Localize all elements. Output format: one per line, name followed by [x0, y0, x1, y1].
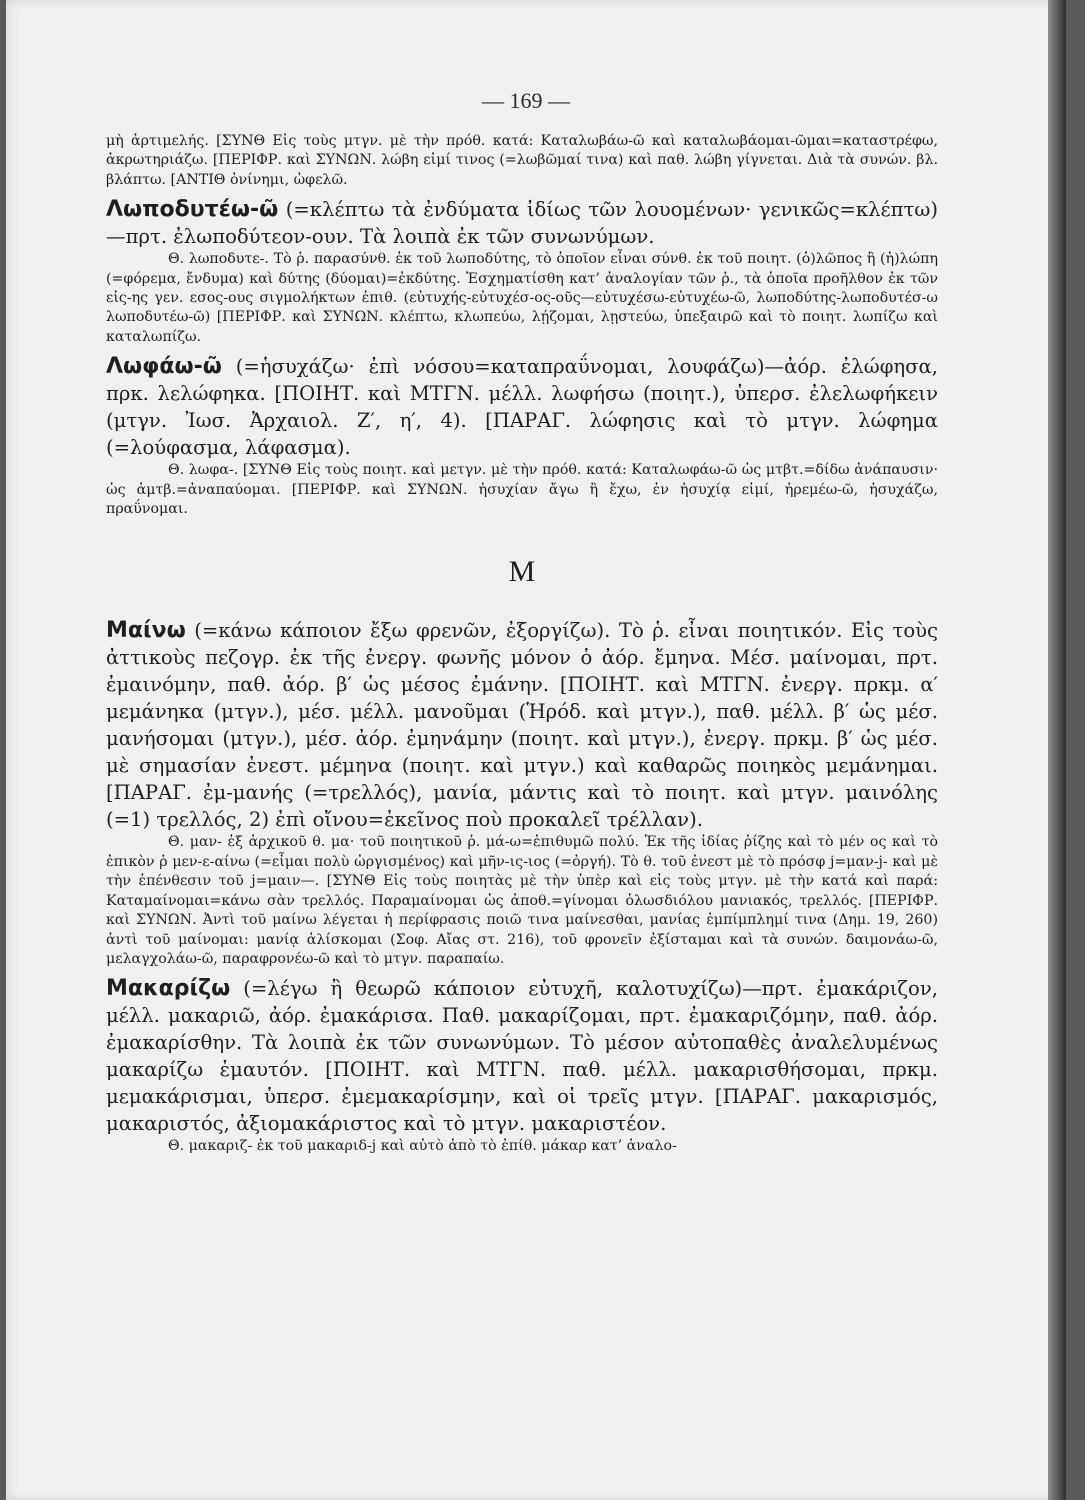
- entry-continuation: [106, 132, 938, 190]
- entry-headword: Μαίνω: [106, 618, 186, 644]
- dictionary-text: [106, 132, 938, 1157]
- entry-etymology: Θ. λωποδυτε-. Τὸ ῥ. παρασύνθ. ἐκ τοῦ λωποδύτης, τὸ ὁποῖον εἶναι σύνθ. ἐκ τοῦ ποιητ. (ὁ)λῶπος ἢ (ἡ)λώπη (=φόρεμα, ἔνδυμα) καὶ δύτης (δύομαι)=ἐκδύτης. Ἐσχηματίσθη κατ’ ἀναλογίαν τῶν ῥ., τὰ ὁποῖα προῆλθον ἐκ τῶν εἰς-ης γεν. εσος-ους σιγμολήκτων ἐπιθ. (εὐτυχής-εὐτυχέσ-ος-οῦς—εὐτυχέσω-εὐτυχέω-ῶ, λωποδύτης-λωποδυτέσ-ω λωποδυτέω-ῶ) [ΠΕΡΙΦΡ. καὶ ΣΥΝΩΝ. κλέπτω, κλωπεύω, λῄζομαι, λῃστεύω, ὑπεξαιρῶ καὶ τὸ ποιητ. λωπίζω καὶ καταλωπίζω.: [106, 251, 938, 345]
- entry-headword: Λωποδυτέω-ῶ: [106, 197, 279, 223]
- entry-etymology: Θ. λωφα-. [ΣΥΝΘ Εἰς τοὺς ποιητ. καὶ μετγν. μὲ τὴν πρόθ. κατά: Καταλωφάω-ῶ ὡς μτβτ.=δίδω ἀνάπαυσιν· ὡς ἀμτβ.=ἀναπαύομαι. [ΠΕΡΙΦΡ. καὶ ΣΥΝΩΝ. ἡσυχίαν ἄγω ἢ ἔχω, ἐν ἡσυχίᾳ εἰμί, ἠρεμέω-ῶ, ἡσυχάζω, πραΰνομαι.: [106, 462, 938, 518]
- page-number: — 169 —: [482, 88, 570, 113]
- entry-body: (=ἡσυχάζω· ἐπὶ νόσου=καταπραΰνομαι, λουφάζω)—ἀόρ. ἐλώφησα, πρκ. λελώφηκα. [ΠΟΙΗΤ. καὶ ΜΤΓΝ. μέλλ. λωφήσω (ποιητ.), ὑπερσ. ἐλελωφήκειν (μτγν. Ἰωσ. Ἀρχαιολ. Ζ′, η′, 4). [ΠΑΡΑΓ. λώφησις καὶ τὸ μτγν. λώφημα (=λούφασμα, λάφασμα).: [106, 355, 938, 460]
- entry-lofao: [106, 353, 938, 461]
- entry-body: (=κλέπτω τὰ ἐνδύματα ἰδίως τῶν λουομένων· γενικῶς=κλέπτω)—πρτ. ἐλωποδύτεον-ουν. Τὰ λοιπὰ ἐκ τῶν συνωνύμων.: [106, 198, 938, 249]
- entry-body: (=κάνω κάποιον ἔξω φρενῶν, ἐξοργίζω). Τὸ ῥ. εἶναι ποιητικόν. Εἰς τοὺς ἀττικοὺς πεζογρ. ἐκ τῆς ἐνεργ. φωνῆς μόνον ὁ ἀόρ. ἔμηνα. Μέσ. μαίνομαι, πρτ. ἐμαινόμην, παθ. ἀόρ. β′ ὡς μέσος ἐμάνην. [ΠΟΙΗΤ. καὶ ΜΤΓΝ. ἐνεργ. πρκμ. α′ μεμάνηκα (μτγν.), μέσ. μέλλ. μανοῦμαι (Ἡρόδ. καὶ μτγν.), παθ. μέλλ. β′ ὡς μέσ. μανήσομαι (μτγν.), μέσ. ἀόρ. ἐμηνάμην (ποιητ. καὶ μτγν.), ἐνεργ. πρκμ. β′ ὡς μέσ. μὲ σημασίαν ἐνεστ. μέμηνα (ποιητ. καὶ μτγν.) καὶ καθαρῶς ποιηκὸς μεμάνημαι. [ΠΑΡΑΓ. ἐμ-μανής (=τρελλός), μανία, μάντις καὶ τὸ ποιητ. καὶ μτγν. μαινόλης (=1) τρελλός, 2) ἐπὶ οἴνου=ἐκεῖνος ποὺ προκαλεῖ τρέλλαν).: [106, 619, 938, 832]
- entry-headword: Μακαρίζω: [106, 976, 231, 1002]
- entry-body: (=λέγω ἢ θεωρῶ κάποιον εὐτυχῆ, καλοτυχίζω)—πρτ. ἐμακάριζον, μέλλ. μακαριῶ, ἀόρ. ἐμακάρισα. Παθ. μακαρίζομαι, πρτ. ἐμακαριζόμην, παθ. ἀόρ. ἐμακαρίσθην. Τὰ λοιπὰ ἐκ τῶν συνωνύμων. Τὸ μέσον αὐτοπαθὲς ἀναλελυμένως μακαρίζω ἐμαυτόν. [ΠΟΙΗΤ. καὶ ΜΤΓΝ. παθ. μέλλ. μακαρισθήσομαι, πρκμ. μεμακάρισμαι, ὑπερσ. ἐμεμακαρίσμην, καὶ οἱ τρεῖς μτγν. [ΠΑΡΑΓ. μακαρισμός, μακαριστός, ἀξιομακάριστος καὶ τὸ μτγν. μακαριστέον.: [106, 977, 938, 1136]
- entry-lopodyteo: [106, 196, 938, 250]
- entry-etymology: Θ. μαν- ἐξ ἀρχικοῦ θ. μα· τοῦ ποιητικοῦ ῥ. μά-ω=ἐπιθυμῶ πολύ. Ἐκ τῆς ἰδίας ῥίζης καὶ τὸ μέν ος καὶ τὸ ἐπικὸν ῥ μεν-ε-αίνω (=εἶμαι πολὺ ὠργισμένος) καὶ μῆν-ις-ιος (=ὀργή). Τὸ θ. τοῦ ἐνεστ μὲ τὸ πρόσφ j=μαν-j- καὶ μὲ τὴν ἐπένθεσιν τοῦ j=μαιν—. [ΣΥΝΘ Εἰς τοὺς ποιητὰς μὲ τὴν ὑπὲρ καὶ εἰς τοὺς μτγν. μὲ τὴν κατά καὶ παρά: Καταμαίνομαι=κάνω σὰν τρελλός. Παραμαίνομαι ὡς ἀποθ.=γίνομαι ὁλωσδιόλου μανιακός, τρελλός. [ΠΕΡΙΦΡ. καὶ ΣΥΝΩΝ. Ἀντὶ τοῦ μαίνω λέγεται ἡ περίφρασις ποιῶ τινα μαίνεσθαι, μανίας ἐμπίμπλημί τινα (Δημ. 19, 260) ἀντὶ τοῦ μαίνομαι: μανίᾳ ἁλίσκομαι (Σοφ. Αἴας στ. 216), τοῦ φρονεῖν ἐξίσταμαι καὶ τὰ συνών. δαιμονάω-ῶ, μελαγχολάω-ῶ, παραφρονέω-ῶ καὶ τὸ μτγν. παραπαίω.: [106, 834, 938, 967]
- entry-makarizo: [106, 975, 938, 1137]
- book-spine-shadow: [1048, 0, 1066, 1500]
- entry-etymology: Θ. μακαριζ- ἐκ τοῦ μακαριδ-j καὶ αὐτὸ ἀπὸ τὸ ἐπίθ. μάκαρ κατ’ ἀναλο-: [168, 1138, 677, 1155]
- book-page: [6, 0, 1066, 1500]
- section-letter: Μ: [508, 555, 536, 589]
- entry-maino: [106, 617, 938, 833]
- entry-body: μὴ ἀρτιμελής. [ΣΥΝΘ Εἰς τοὺς μτγν. μὲ τὴν πρόθ. κατά: Καταλωβάω-ῶ καὶ καταλωβάομαι-ῶμαι=καταστρέφω, ἀκρωτηριάζω. [ΠΕΡΙΦΡ. καὶ ΣΥΝΩΝ. λώβη εἰμί τινος (=λωβῶμαί τινα) καὶ παθ. λώβη γίγνεται. Διὰ τὰ συνών. βλ. βλάπτω. [ΑΝΤΙΘ ὀνίνημι, ὠφελῶ.: [106, 133, 938, 188]
- entry-headword: Λωφάω-ῶ: [106, 354, 222, 380]
